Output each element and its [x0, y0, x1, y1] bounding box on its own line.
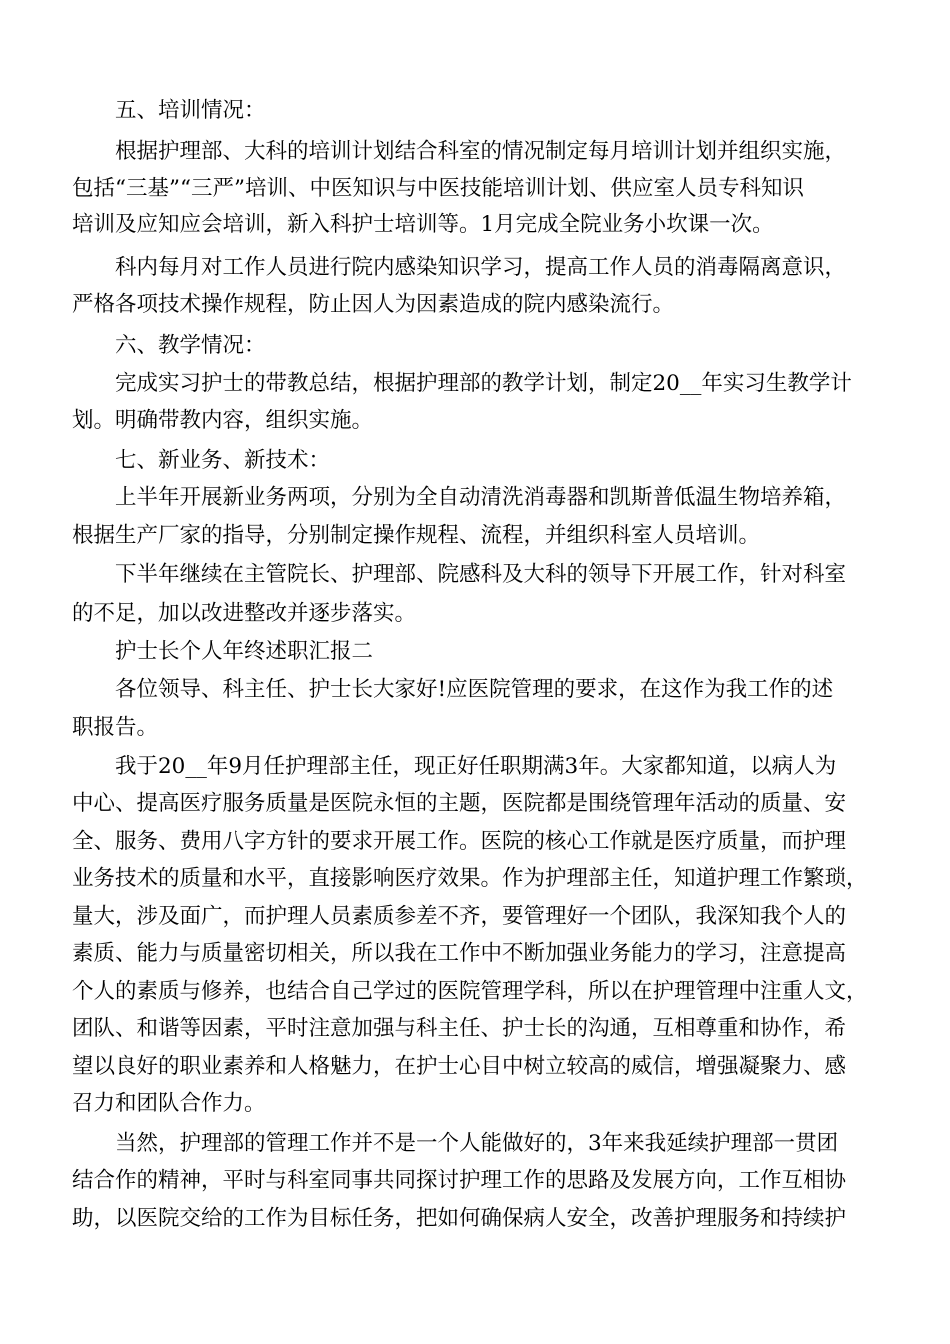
paragraph-line: 我于20__年9月任护理部主任，现正好任职期满3年。大家都知道，以病人为 — [115, 754, 837, 779]
heading-new-business: 七、新业务、新技术： — [115, 448, 331, 473]
heading-training: 五、培训情况： — [115, 98, 266, 123]
paragraph-line: 团队、和谐等因素，平时注意加强与科主任、护士长的沟通，互相尊重和协作，希 — [72, 1016, 847, 1041]
paragraph-line: 职报告。 — [72, 715, 159, 740]
paragraph-line: 下半年继续在主管院长、护理部、院感科及大科的领导下开展工作，针对科室 — [115, 562, 847, 587]
paragraph-line: 望以良好的职业素养和人格魅力，在护士心目中树立较高的威信，增强凝聚力、感 — [72, 1054, 847, 1079]
paragraph-line: 当然，护理部的管理工作并不是一个人能做好的，3年来我延续护理部一贯团 — [115, 1131, 839, 1156]
section-title: 护士长个人年终述职汇报二 — [115, 639, 374, 664]
paragraph-line: 助，以医院交给的工作为目标任务，把如何确保病人安全，改善护理服务和持续护 — [72, 1206, 847, 1231]
paragraph-line: 召力和团队合作力。 — [72, 1091, 266, 1116]
paragraph-line: 量大，涉及面广，而护理人员素质参差不齐，要管理好一个团队，我深知我个人的 — [72, 904, 847, 929]
paragraph-line: 上半年开展新业务两项，分别为全自动清洗消毒器和凯斯普低温生物培养箱， — [115, 485, 847, 510]
paragraph-line: 根据生产厂家的指导，分别制定操作规程、流程，并组织科室人员培训。 — [72, 523, 761, 548]
paragraph-line: 结合作的精神，平时与科室同事共同探讨护理工作的思路及发展方向，工作互相协 — [72, 1168, 847, 1193]
paragraph-line: 中心、提高医疗服务质量是医院永恒的主题，医院都是围绕管理年活动的质量、安 — [72, 791, 847, 816]
paragraph-line: 科内每月对工作人员进行院内感染知识学习，提高工作人员的消毒隔离意识， — [115, 255, 847, 280]
paragraph-line: 业务技术的质量和水平，直接影响医疗效果。作为护理部主任，知道护理工作繁琐， — [72, 866, 868, 891]
heading-teaching: 六、教学情况： — [115, 333, 266, 358]
paragraph-line: 素质、能力与质量密切相关，所以我在工作中不断加强业务能力的学习，注意提高 — [72, 941, 847, 966]
paragraph-line: 培训及应知应会培训，新入科护士培训等。1月完成全院业务小坎课一次。 — [72, 212, 774, 237]
paragraph-line: 个人的素质与修养，也结合自己学过的医院管理学科，所以在护理管理中注重人文， — [72, 979, 868, 1004]
paragraph-line: 完成实习护士的带教总结，根据护理部的教学计划，制定20__年实习生教学计 — [115, 371, 852, 396]
paragraph-line: 包括“三基”“三严”培训、中医知识与中医技能培训计划、供应室人员专科知识 — [72, 176, 804, 201]
paragraph-line: 全、服务、费用八字方针的要求开展工作。医院的核心工作就是医疗质量，而护理 — [72, 829, 847, 854]
paragraph-line: 划。明确带教内容，组织实施。 — [72, 408, 374, 433]
paragraph-line: 各位领导、科主任、护士长大家好!应医院管理的要求，在这作为我工作的述 — [115, 677, 834, 702]
paragraph-line: 严格各项技术操作规程，防止因人为因素造成的院内感染流行。 — [72, 292, 675, 317]
paragraph-line: 的不足，加以改进整改并逐步落实。 — [72, 601, 417, 626]
paragraph-line: 根据护理部、大科的培训计划结合科室的情况制定每月培训计划并组织实施， — [115, 139, 847, 164]
